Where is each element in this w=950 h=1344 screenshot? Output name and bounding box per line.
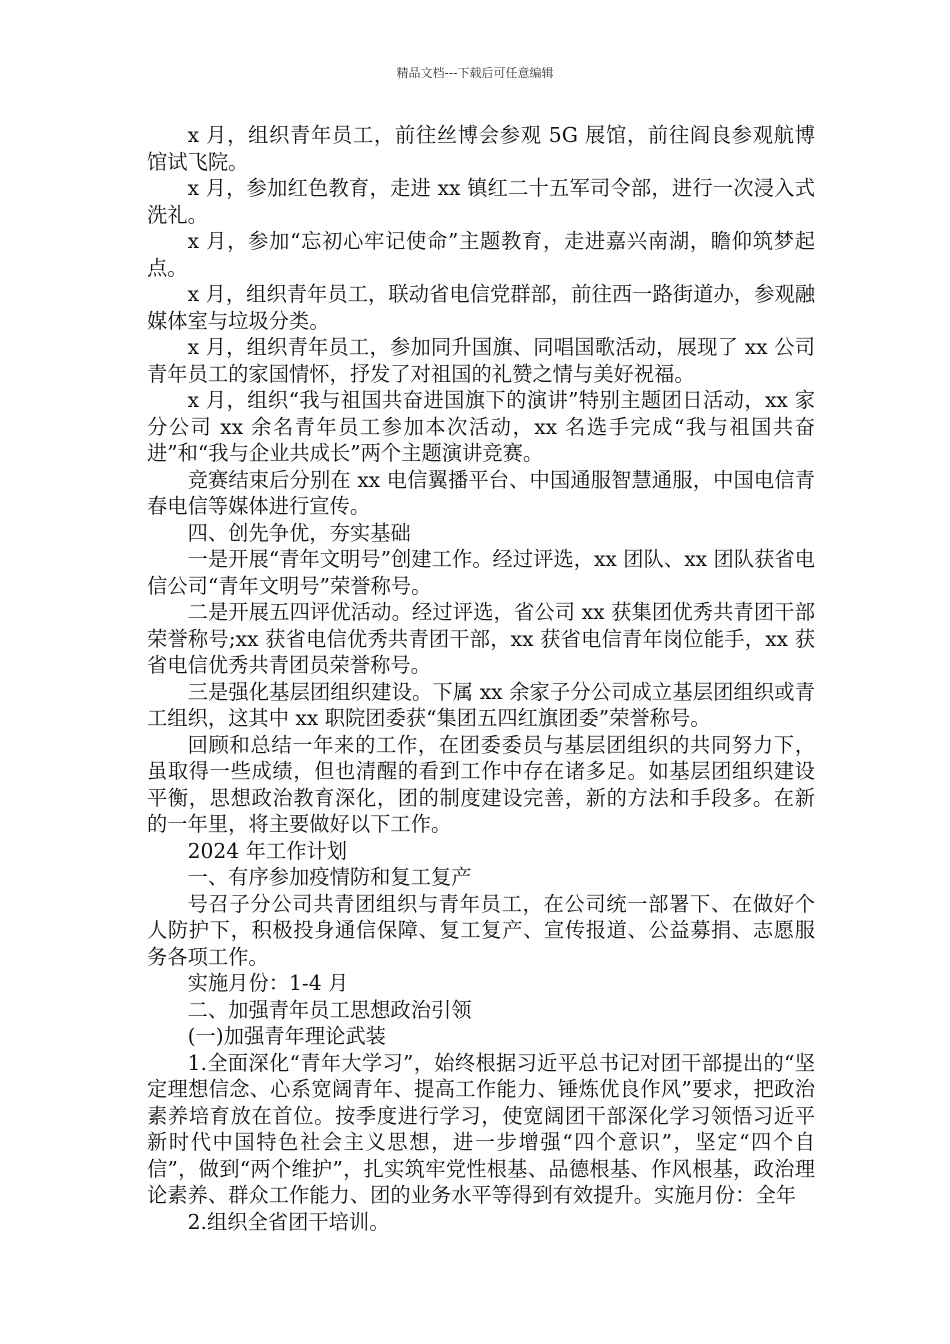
paragraph: 实施月份：1-4 月 — [187, 971, 349, 995]
section-heading: 四、创先争优，夯实基础 — [187, 520, 411, 545]
document-body — [147, 122, 815, 1235]
subsection-heading: (一)加强青年理论武装 — [187, 1024, 386, 1048]
section-heading: 一、有序参加疫情防和复工复产 — [187, 865, 472, 889]
paragraph: 三是强化基层团组织建设。下属 xx 余家子分公司成立基层团组织或青工组织，这其中 xx 职院团委获“集团五四红旗团委”荣誉称号。 — [147, 679, 815, 730]
paragraph: 2.组织全省团干培训。 — [187, 1209, 390, 1234]
paragraph: x 月，组织青年员工，参加同升国旗、同唱国歌活动，展现了 xx 公司青年员工的家国情怀，抒发了对祖国的礼赞之情与美好祝福。 — [147, 335, 815, 386]
section-heading: 二、加强青年员工思想政治引领 — [187, 997, 472, 1022]
paragraph: x 月，参加红色教育，走进 xx 镇红二十五军司令部，进行一次浸入式洗礼。 — [147, 176, 815, 227]
paragraph: 一是开展“青年文明号”创建工作。经过评选，xx 团队、xx 团队获省电信公司“青年文明号”荣誉称号。 — [147, 547, 815, 598]
paragraph: x 月，组织青年员工，前往丝博会参观 5G 展馆，前往阎良参观航博馆试飞院。 — [147, 123, 815, 174]
section-heading: 2024 年工作计划 — [187, 838, 348, 863]
paragraph: 号召子分公司共青团组织与青年员工，在公司统一部署下、在做好个人防护下，积极投身通信保障、复工复产、宣传报道、公益募捐、志愿服务各项工作。 — [147, 891, 815, 969]
paragraph: 1.全面深化“青年大学习”，始终根据习近平总书记对团干部提出的“坚定理想信念、心系宽阔青年、提高工作能力、锤炼优良作风”要求，把政治素养培育放在首位。按季度进行学习，使宽阔团干部深化学习领悟习近平新时代中国特色社会主义思想，进一步增强“四个意识”，坚定“四个自信”，做到“两个维护”，扎实筑牢党性根基、品德根基、作风根基，政治理论素养、群众工作能力、团的业务水平等得到有效提升。实施月份：全年 — [147, 1050, 815, 1207]
paragraph: 回顾和总结一年来的工作，在团委委员与基层团组织的共同努力下，虽取得一些成绩，但也清醒的看到工作中存在诸多足。如基层团组织建设平衡，思想政治教育深化，团的制度建设完善，新的方法和手段多。在新的一年里，将主要做好以下工作。 — [147, 732, 815, 836]
paragraph: x 月，组织青年员工，联动省电信党群部，前往西一路街道办，参观融媒体室与垃圾分类。 — [147, 282, 815, 333]
paragraph: x 月，组织“我与祖国共奋进国旗下的演讲”特别主题团日活动，xx 家分公司 xx 余名青年员工参加本次活动，xx 名选手完成“我与祖国共奋进”和“我与企业共成长”两个主题演讲竞赛。 — [147, 388, 815, 465]
page-header: 精品文档---下载后可任意编辑 — [396, 66, 554, 80]
paragraph: x 月，参加“忘初心牢记使命”主题教育，走进嘉兴南湖，瞻仰筑梦起点。 — [147, 229, 815, 280]
paragraph: 二是开展五四评优活动。经过评选，省公司 xx 获集团优秀共青团干部荣誉称号;xx 获省电信优秀共青团干部，xx 获省电信青年岗位能手，xx 获省电信优秀共青团员荣誉称号。 — [147, 600, 815, 677]
paragraph: 竞赛结束后分别在 xx 电信翼播平台、中国通服智慧通服，中国电信青春电信等媒体进行宣传。 — [147, 467, 815, 518]
